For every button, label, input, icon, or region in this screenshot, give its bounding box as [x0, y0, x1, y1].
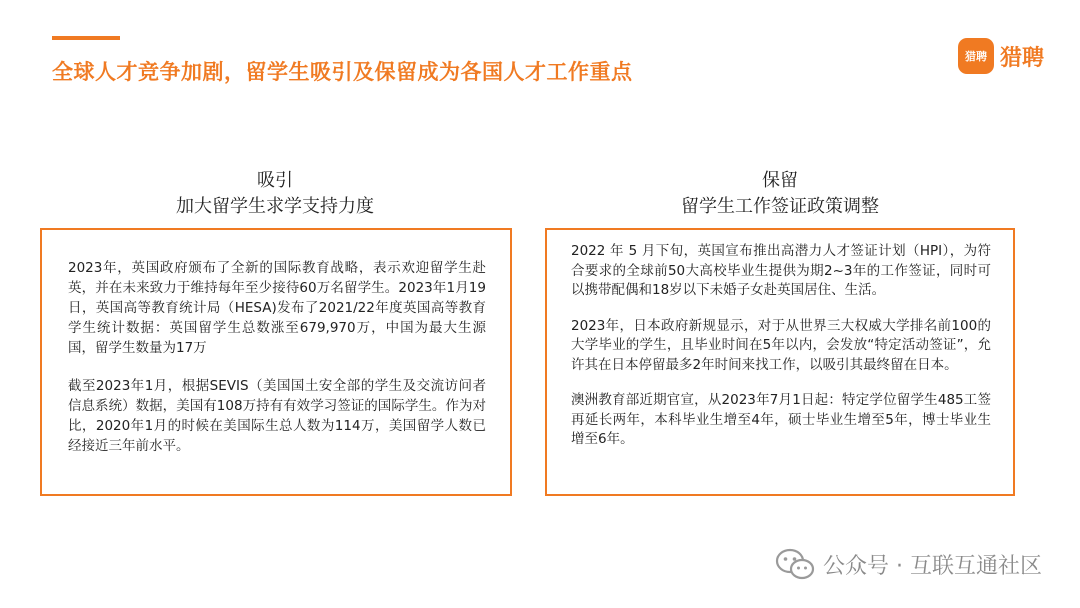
right-paragraph-3: 澳洲教育部近期官宣，从2023年7月1日起：特定学位留学生485工签再延长两年，本科毕业生增至4年，硕士毕业生增至5年，博士毕业生增至6年。 — [571, 392, 991, 447]
right-heading: 保留 — [762, 170, 798, 191]
right-panel — [545, 228, 1015, 496]
liepin-logo — [958, 38, 1044, 74]
left-heading: 吸引 — [257, 170, 293, 191]
right-subheading: 留学生工作签证政策调整 — [681, 196, 879, 217]
left-subheading: 加大留学生求学支持力度 — [176, 196, 374, 217]
right-paragraph-2: 2023年，日本政府新规显示，对于从世界三大权威大学排名前100的大学毕业的学生，且毕业时间在5年以内，会发放“特定活动签证”，允许其在日本停留最多2年时间来找工作，以吸引其最终留在日本。 — [571, 317, 991, 373]
wechat-watermark — [775, 548, 1042, 580]
wechat-icon — [775, 548, 815, 580]
watermark-text: 公众号 · 互联互通社区 — [823, 553, 1042, 579]
logo-text: 猎聘 — [999, 45, 1044, 71]
right-column-heading — [545, 168, 1015, 220]
left-paragraph-1: 2023年，英国政府颁布了全新的国际教育战略，表示欢迎留学生赴英，并在未来致力于维持每年至少接待60万名留学生。2023年1月19日，英国高等教育统计局（HESA)发布了2021/22年度英国高等教育学生统计数据：英国留学生总数涨至679,970万，中国为最大生源国，留学生数量为17万 — [68, 260, 486, 356]
left-paragraph-2: 截至2023年1月，根据SEVIS（美国国土安全部的学生及交流访问者信息系统）数据，美国有108万持有有效学习签证的国际学生。作为对比，2020年1月的时候在美国际生总人数为114万，美国留学人数已经接近三年前水平。 — [68, 378, 486, 454]
logo-badge-icon: 猎聘 — [958, 38, 994, 74]
page-title: 全球人才竞争加剧，留学生吸引及保留成为各国人才工作重点 — [52, 60, 633, 84]
title-accent-bar — [52, 36, 120, 40]
left-panel — [40, 228, 512, 496]
right-paragraph-1: 2022 年 5 月下旬，英国宣布推出高潜力人才签证计划（HPI），为符合要求的全球前50大高校毕业生提供为期2~3年的工作签证，同时可以携带配偶和18岁以下未婚子女赴英国居住、生活。 — [571, 243, 991, 298]
left-column-heading — [40, 168, 510, 220]
